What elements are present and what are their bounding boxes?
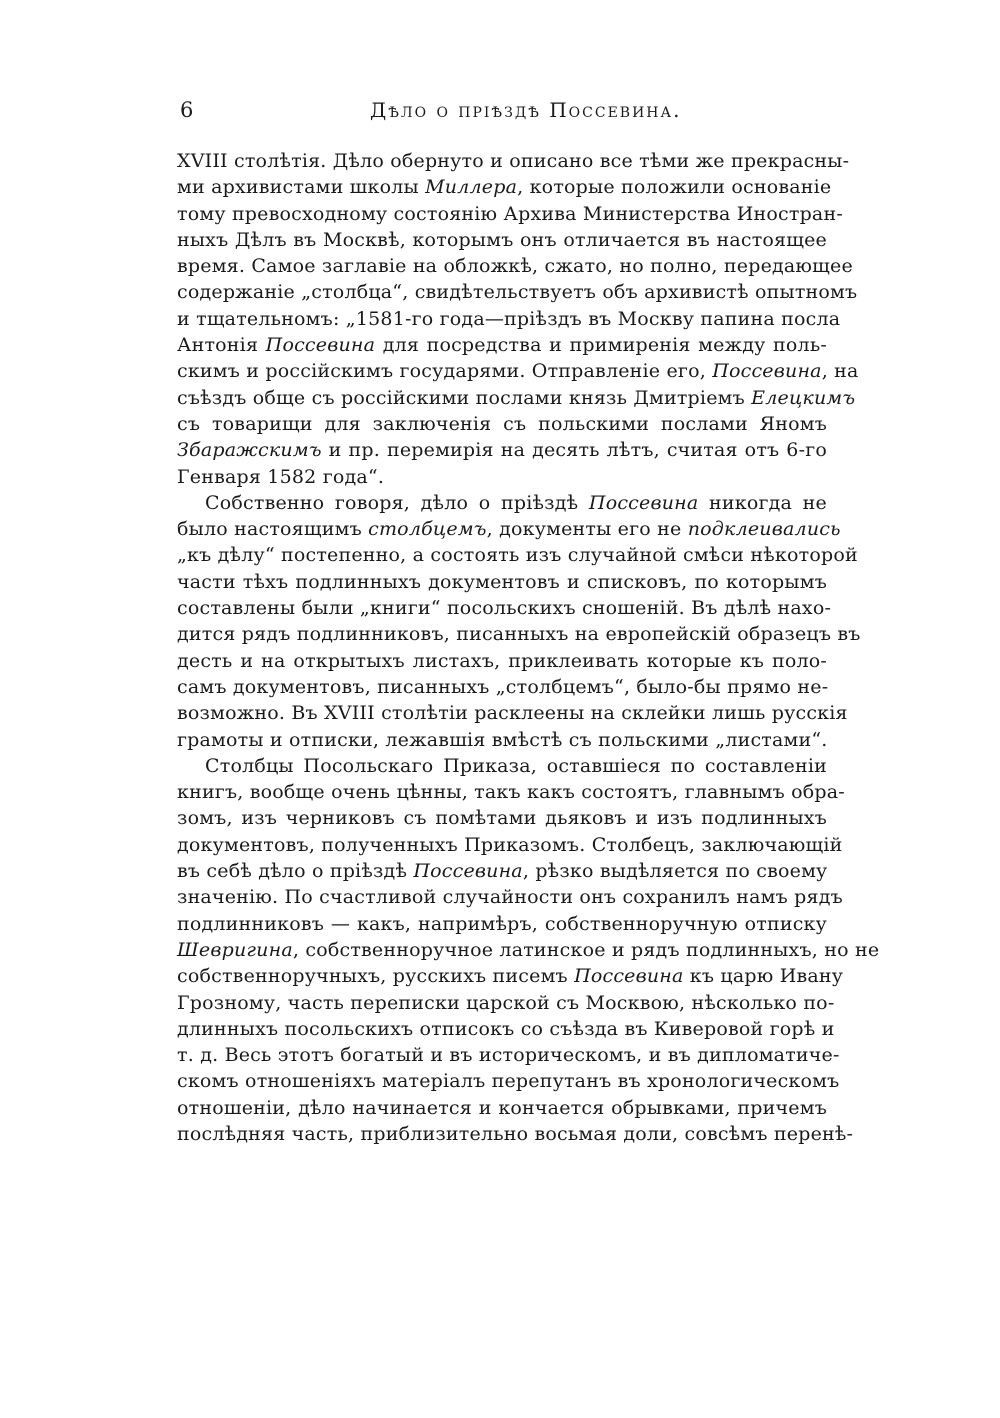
text-line: длинныхъ посольскихъ отписокъ со съѣзда въ Киверовой горѣ и [177, 1017, 835, 1040]
text-line: содержаніе „столбца“, свидѣтельствуетъ объ архивистѣ опытномъ [177, 281, 858, 304]
text-line: время. Самое заглавіе на обложкѣ, сжато, но полно, передающее [177, 255, 853, 278]
italic-name: подклеивались [687, 518, 841, 541]
italic-name: Поссевина [265, 334, 376, 357]
text-line: съ товарищи для заключенія съ польскими послами Яномъ [177, 412, 827, 435]
text-line: части тѣхъ подлинныхъ документовъ и списковъ, по которымъ [177, 570, 827, 593]
italic-name: Поссевина [588, 491, 699, 514]
text-line: отношеніи, дѣло начинается и кончается обрывками, причемъ [177, 1096, 827, 1119]
text-line: значенію. По счастливой случайности онъ сохранилъ намъ рядъ [177, 886, 843, 909]
text-line: собственноручныхъ, русскихъ писемъ Поссевина къ царю Ивану [177, 965, 844, 988]
text-line: т. д. Весь этотъ богатый и въ историческомъ, и въ дипломатиче- [177, 1044, 840, 1067]
text-line: документовъ, полученныхъ Приказомъ. Столбецъ, заключающій [177, 833, 843, 856]
text-line: Грозному, часть переписки царской съ Москвою, нѣсколько по- [177, 991, 835, 1014]
italic-name: Шевригина [177, 938, 293, 961]
italic-name: Поссевина [574, 965, 684, 988]
text-line: Антонія Поссевина для посредства и примиренія между поль- [177, 334, 827, 357]
text-line: Собственно говоря, дѣло о пріѣздѣ Поссевина никогда не [205, 491, 827, 514]
text-line: скомъ отношеніяхъ матеріалъ перепутанъ въ хронологическомъ [177, 1070, 840, 1093]
text-line: зомъ, изъ черниковъ съ помѣтами дьяковъ и изъ подлинныхъ [177, 807, 827, 830]
italic-name: Збаражскимъ [177, 439, 322, 462]
text-line: составлены были „книги“ посольскихъ сношеній. Въ дѣлѣ нахо- [177, 597, 832, 620]
text-line: Збаражскимъ и пр. перемирія на десять лѣтъ, считая отъ 6-го [177, 439, 827, 462]
italic-name: Поссевина [413, 860, 523, 883]
text-line: грамоты и отписки, лежавшія вмѣстѣ съ польскими „листами“. [177, 728, 828, 751]
text-line: Шевригина, собственноручное латинское и рядъ подлинныхъ, но не [177, 938, 880, 961]
page-number: 6 [180, 98, 194, 122]
body-text [177, 148, 880, 1147]
text-line: послѣдняя часть, приблизительно восьмая доли, совсѣмъ перенѣ- [177, 1122, 854, 1145]
text-line: подлинниковъ — какъ, напримѣръ, собственноручную отписку [177, 912, 827, 935]
text-line: и тщательномъ: „1581-го года—пріѣздъ въ Москву папина посла [177, 307, 841, 330]
text-line: ми архивистами школы Миллера, которые положили основаніе [177, 176, 832, 199]
text-line: тому превосходному состоянію Архива Министерства Иностран- [177, 202, 843, 225]
text-line: скимъ и россійскимъ государями. Отправленіе его, Поссевина, на [177, 360, 859, 383]
text-line: десть и на открытыхъ листахъ, приклеивать которые къ поло- [177, 649, 827, 672]
text-line: было настоящимъ столбцемъ, документы его не подклеивались [177, 518, 841, 541]
text-line: книгъ, вообще очень цѣнны, такъ какъ состоятъ, главнымъ обра- [177, 781, 845, 804]
text-line: самъ документовъ, писанныхъ „столбцемъ“, было-бы прямо не- [177, 675, 829, 698]
text-line: возможно. Въ XVIII столѣтіи расклеены на склейки лишь русскія [177, 702, 848, 725]
text-line: Столбцы Посольскаго Приказа, оставшіеся по составленіи [205, 754, 827, 777]
text-line: дится рядъ подлинниковъ, писанныхъ на европейскій образецъ въ [177, 623, 861, 646]
italic-name: столбцемъ [368, 518, 487, 541]
text-line: въ себѣ дѣло о пріѣздѣ Поссевина, рѣзко выдѣляется по своему [177, 860, 828, 883]
italic-name: Поссевина [712, 360, 822, 383]
italic-name: Миллера [425, 176, 518, 199]
text-line: „къ дѣлу“ постепенно, а состоять изъ случайной смѣси нѣкоторой [177, 544, 858, 567]
text-line: XVIII столѣтія. Дѣло обернуто и описано все тѣми же прекрасны- [177, 150, 850, 172]
running-title: Дѣло о пріѣздѣ Поссевина. [370, 98, 682, 122]
italic-name: Елецкимъ [751, 386, 856, 409]
text-line: Генваря 1582 года“. [177, 465, 385, 488]
text-line: съѣздъ обще съ россійскими послами князь Дмитріемъ Елецкимъ [177, 386, 856, 409]
text-line: ныхъ Дѣлъ въ Москвѣ, которымъ онъ отличается въ настоящее [177, 228, 827, 251]
